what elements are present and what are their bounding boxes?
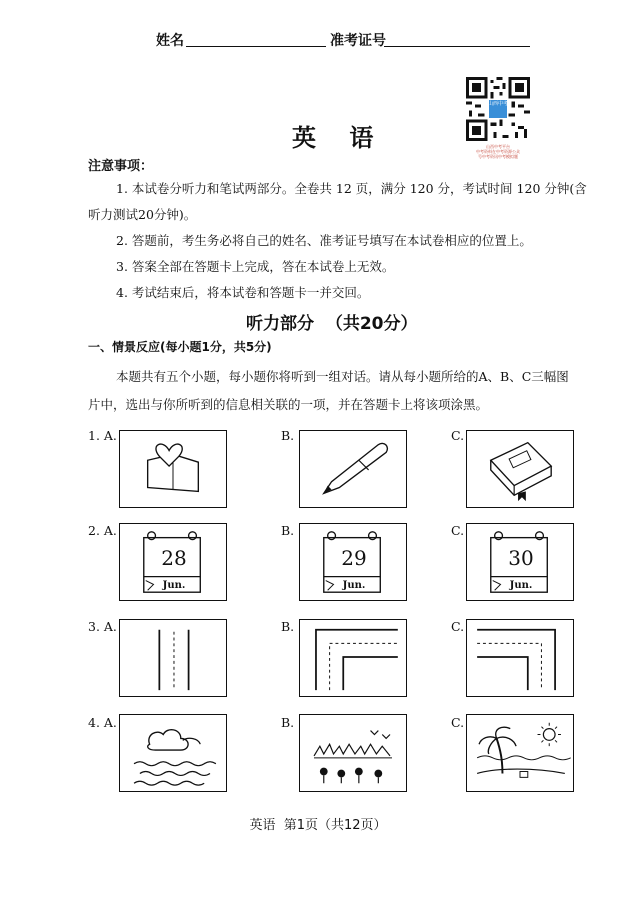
option-3b-card[interactable] — [299, 619, 407, 697]
greeting-card-heart-icon — [120, 431, 226, 507]
option-1c-card[interactable] — [466, 430, 574, 508]
question-number: 1. A. — [88, 428, 117, 443]
qr-code — [466, 77, 530, 141]
qr-caption-line: 山西中考平台 — [486, 144, 510, 149]
calendar-month: Jun. — [509, 580, 533, 591]
book-icon — [467, 431, 573, 507]
part-title: 一、情景反应(每小题1分，共5分) — [88, 340, 272, 354]
qr-caption — [466, 144, 530, 159]
option-4b-card[interactable] — [299, 714, 407, 792]
question-number: 3. A. — [88, 619, 117, 634]
section-title: 听力部分 （共20分） — [246, 314, 418, 334]
question-number: 2. A. — [88, 523, 117, 538]
option-label: C. — [451, 523, 465, 538]
option-label: C. — [451, 619, 465, 634]
calendar-day: 29 — [341, 546, 367, 570]
option-4c-card[interactable] — [466, 714, 574, 792]
note-item: 4. 考试结束后，将本试卷和答题卡一并交回。 — [116, 285, 370, 300]
option-label: B. — [281, 715, 295, 730]
option-4a-card[interactable] — [119, 714, 227, 792]
calendar-month: Jun. — [162, 580, 186, 591]
option-label: B. — [281, 428, 295, 443]
note-item: 3. 答案全部在答题卡上完成，答在本试卷上无效。 — [116, 259, 395, 274]
calendar-day: 30 — [508, 546, 534, 570]
option-2c-card[interactable] — [466, 523, 574, 601]
option-2a-card[interactable] — [119, 523, 227, 601]
option-1a-card[interactable] — [119, 430, 227, 508]
calendar-month: Jun. — [342, 580, 366, 591]
fountain-pen-icon — [300, 431, 406, 507]
right-turn-road-icon — [300, 620, 406, 696]
page-footer: 英语 第1页（共12页） — [249, 818, 387, 833]
qr-center-text: 山西中考 — [488, 101, 509, 107]
instruction-line: 本题共有五个小题，每小题你将听到一组对话。请从每小题所给的A、B、C三幅图 — [116, 369, 569, 384]
flower-field-icon — [300, 715, 406, 791]
notes-heading: 注意事项： — [88, 159, 154, 174]
left-turn-road-icon — [467, 620, 573, 696]
exam-number-label: 准考证号 — [330, 33, 386, 49]
qr-caption-line: 中考资料在中考资源公众 — [476, 149, 520, 154]
option-label: C. — [451, 428, 465, 443]
option-label: B. — [281, 523, 295, 538]
instruction-line: 片中，选出与你所听到的信息相关联的一项，并在答题卡上将该项涂黑。 — [88, 397, 489, 412]
straight-road-icon — [120, 620, 226, 696]
option-2b-card[interactable] — [299, 523, 407, 601]
option-label: B. — [281, 619, 295, 634]
note-item: 1. 本试卷分听力和笔试两部分。全卷共 12 页，满分 120 分，考试时间 120 分钟(含 — [116, 181, 587, 196]
option-1b-card[interactable] — [299, 430, 407, 508]
question-number: 4. A. — [88, 715, 117, 730]
note-item: 听力测试20分钟)。 — [88, 207, 197, 222]
note-item: 2. 答题前，考生务必将自己的姓名、准考证号填写在本试卷相应的位置上。 — [116, 233, 532, 248]
exam-number-blank[interactable] — [384, 46, 530, 47]
subject-title: 英 语 — [292, 124, 374, 152]
qr-caption-line: 号中考资讯中考模拟题 — [478, 154, 518, 159]
cloudy-sea-icon — [120, 715, 226, 791]
calendar-day: 28 — [161, 546, 187, 570]
name-blank[interactable] — [186, 46, 326, 47]
option-label: C. — [451, 715, 465, 730]
option-3c-card[interactable] — [466, 619, 574, 697]
palm-beach-icon — [467, 715, 573, 791]
name-label: 姓名 — [156, 33, 184, 49]
option-3a-card[interactable] — [119, 619, 227, 697]
